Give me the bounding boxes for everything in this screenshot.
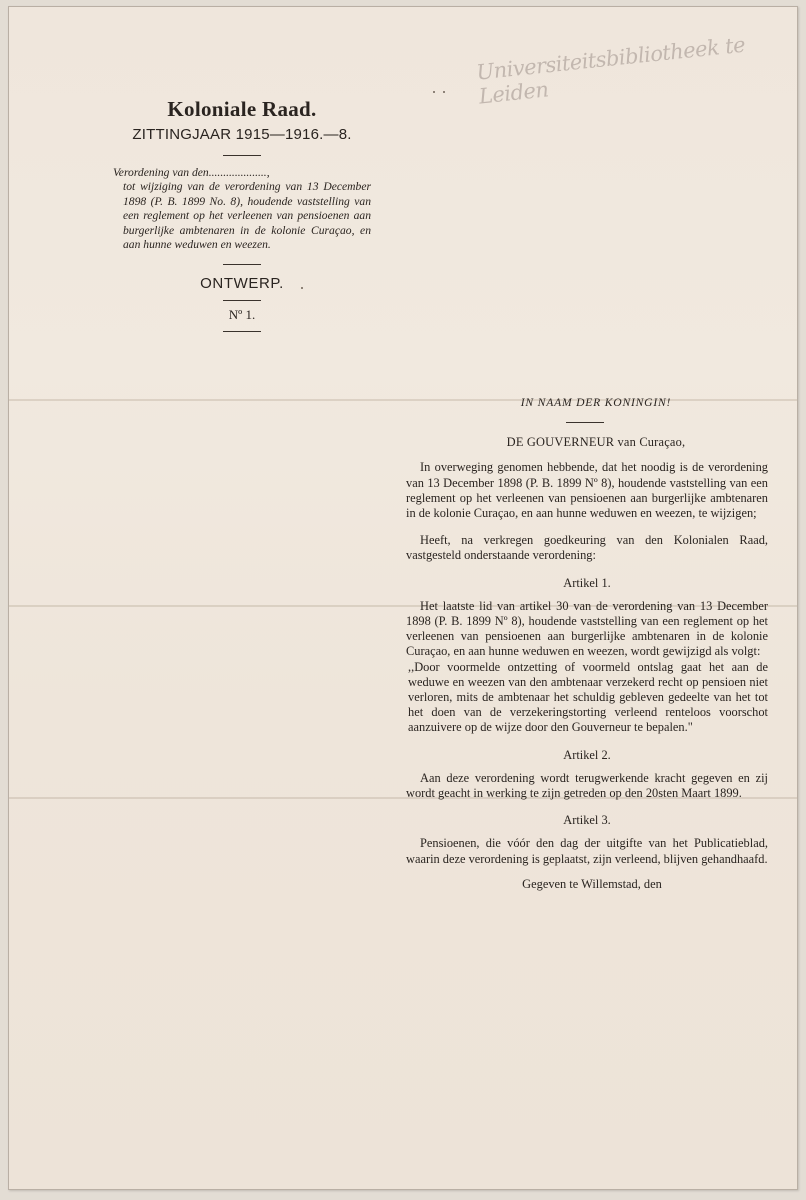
ordinance-text xyxy=(406,395,768,892)
royal-heading: IN NAAM DER KONINGIN! xyxy=(520,396,672,409)
paper-speck xyxy=(443,91,445,93)
summary-body: tot wijziging van de verordening van 13 December 1898 (P. B. 1899 No. 8), houdende vaststelling van een reglement op het verleenen van pensioenen aan burgerlijke ambtenaren in de kolonie Curaçao, en aan hunne weduwen en weezen. xyxy=(123,180,371,252)
article-title: Artikel 1. xyxy=(563,575,611,590)
divider-rule xyxy=(223,331,261,332)
document-sheet xyxy=(8,6,798,1190)
governor-line: DE GOUVERNEUR van Curaçao, xyxy=(506,435,686,450)
divider-rule xyxy=(223,300,261,301)
summary-first-line: Verordening van den...................., xyxy=(113,166,270,179)
session-year: ZITTINGJAAR 1915—1916.—8. xyxy=(132,126,352,143)
divider-rule xyxy=(223,264,261,265)
ordinance-summary xyxy=(113,166,371,252)
closing-line: Gegeven te Willemstad, den xyxy=(522,876,662,891)
article-text: Aan deze verordening wordt terugwerkende kracht gegeven en zij wordt geacht in werking te zijn getreden op den 20sten Maart 1899. xyxy=(406,770,768,801)
article-text: Pensioenen, die vóór den dag der uitgifte van het Publicatieblad, waarin deze verordening is geplaatst, zijn verleend, blijven gehandhaafd. xyxy=(406,836,768,866)
council-title: Koloniale Raad. xyxy=(167,97,317,121)
draft-label: ONTWERP. xyxy=(200,275,284,293)
divider-rule xyxy=(566,422,604,423)
handwritten-library-note: Universiteitsbibliotheek te Leiden xyxy=(475,32,747,109)
draft-number: Nº 1. xyxy=(228,307,256,323)
article-quote: ,,Door voormelde ontzetting of voormeld ontslag gaat het aan de weduwe en weezen van den ambtenaar verzekerd recht op pensioen niet verloren, mits de ambtenaar het schuldig gebleven gedeelte van het tot het doen van de verzekeringstorting verleend renteloos voorschot aanzuivere op de wijze door den Gouverneur te bepalen." xyxy=(408,659,768,735)
article-title: Artikel 3. xyxy=(563,813,611,828)
preamble-paragraph: Heeft, na verkregen goedkeuring van den Kolonialen Raad, vastgesteld onderstaande verordening: xyxy=(406,533,768,563)
article-text: Het laatste lid van artikel 30 van de verordening van 13 December 1898 (P. B. 1899 Nº 8), houdende vaststelling van een reglement op het verleenen van pensioenen aan burgerlijke ambtenaren in de kolonie Curaçao, en aan hunne weduwen en weezen, wordt gewijzigd als volgt: xyxy=(406,598,768,659)
divider-rule xyxy=(223,155,261,156)
preamble-paragraph: In overweging genomen hebbende, dat het noodig is de verordening van 13 December 1898 (P. B. 1899 Nº 8), houdende vaststelling van een reglement op het verleenen van pensioenen aan burgerlijke ambtenaren in de kolonie Curaçao, en aan hunne weduwen en weezen, te wijzigen; xyxy=(406,460,768,521)
document-header xyxy=(113,97,371,332)
article-title: Artikel 2. xyxy=(563,747,611,762)
paper-speck xyxy=(433,91,435,93)
